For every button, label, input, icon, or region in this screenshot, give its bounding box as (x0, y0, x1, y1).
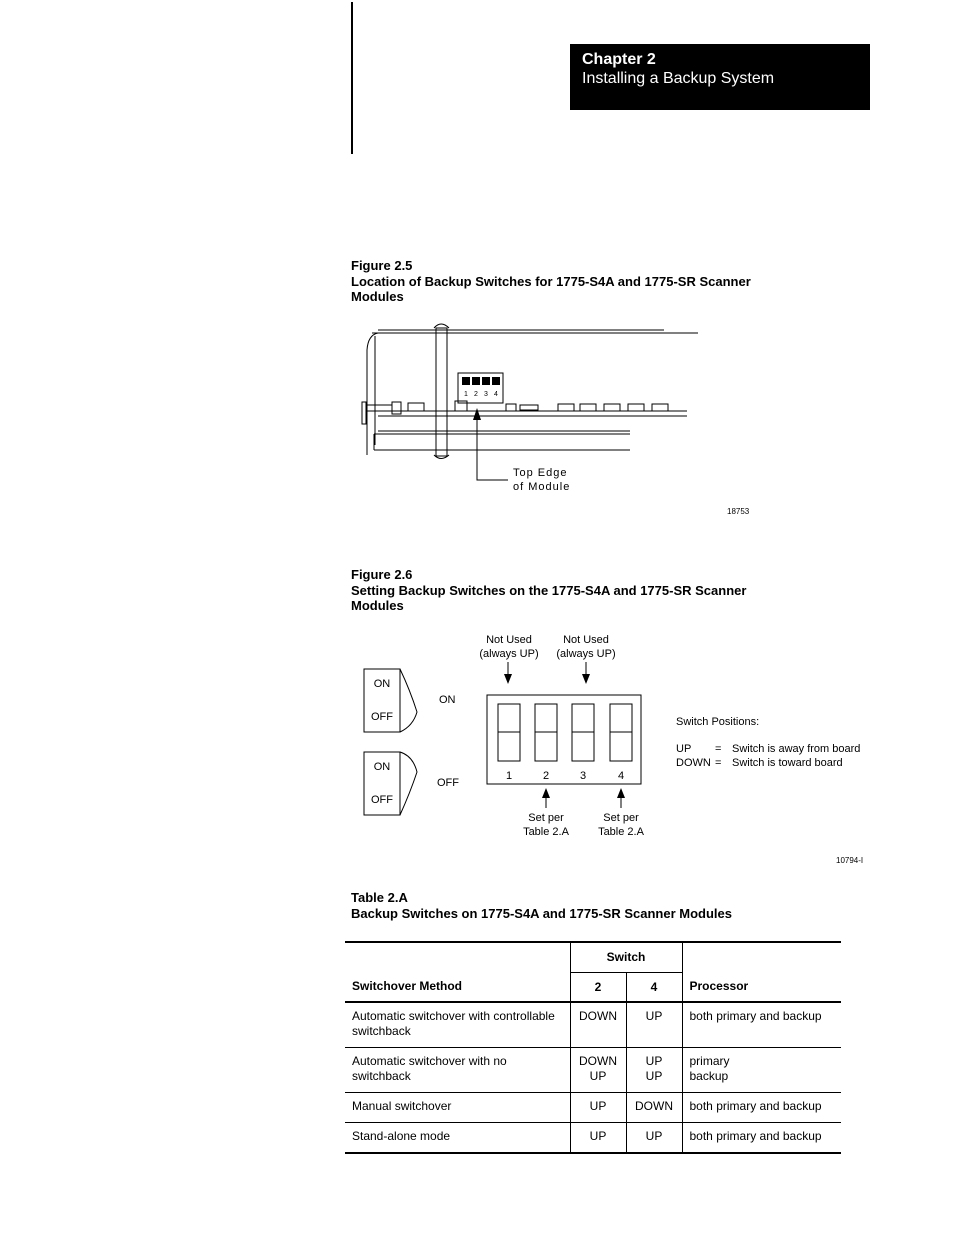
figure-2-6-number: Figure 2.6 (351, 567, 413, 582)
fig26-switch-num-1: 1 (505, 770, 513, 782)
fig25-id: 18753 (727, 507, 750, 516)
not-used-1-line1: Not Used (486, 634, 532, 646)
switch-positions-heading: Switch Positions: (676, 716, 760, 728)
legend-off-side: OFF (437, 777, 459, 789)
row-switch-2-value: UP (589, 1129, 607, 1143)
row-processor (682, 1123, 841, 1154)
row-switch-4-value: UP (645, 1009, 663, 1023)
row-method: Automatic switchover with controllable switchback (352, 1009, 555, 1038)
fig26-switch-num-2: 2 (542, 770, 550, 782)
row-switch-4-value: UP (645, 1054, 663, 1068)
row-switch-4 (626, 1002, 682, 1048)
row-processor-value: primary (689, 1054, 730, 1068)
backup-switch-table (345, 941, 841, 1154)
row-switch-4-value: DOWN (635, 1099, 673, 1113)
fig26-switch-num-3: 3 (579, 770, 587, 782)
legend-off-top: ON (373, 761, 391, 773)
row-switch-2 (570, 1093, 626, 1123)
fig25-callout-line2: of Module (513, 481, 571, 493)
set-per-1-line2: Table 2.A (523, 826, 569, 838)
row-switch-4 (626, 1093, 682, 1123)
set-per-2-line2: Table 2.A (598, 826, 644, 838)
row-switch-2-value: DOWN (579, 1009, 617, 1023)
legend-off-bottom: OFF (371, 794, 393, 806)
header-switch-2: 2 (570, 973, 626, 1003)
fig26-id: 10794-I (836, 856, 864, 865)
legend-on-side: ON (439, 694, 456, 706)
row-processor-value: backup (689, 1069, 729, 1083)
figure-2-6-title: Setting Backup Switches on the 1775-S4A and 1775-SR Scanner Modules (351, 582, 747, 613)
fig25-switch-num-4: 4 (494, 391, 498, 398)
table-2-a-number: Table 2.A (351, 890, 408, 905)
header-switch-4: 4 (626, 973, 682, 1003)
row-switch-2 (570, 1002, 626, 1048)
set-per-2-line1: Set per (603, 812, 639, 824)
not-used-1-line2: (always UP) (479, 648, 539, 660)
header-processor: Processor (682, 942, 841, 1002)
figure-2-5-title: Location of Backup Switches for 1775-S4A and 1775-SR Scanner Modules (351, 273, 751, 304)
legend-on-top: ON (373, 678, 391, 690)
row-switch-2-value: DOWN (579, 1054, 617, 1068)
row-method: Manual switchover (352, 1099, 452, 1113)
position-down-desc: Switch is toward board (732, 757, 843, 769)
header-switchover-method: Switchover Method (352, 979, 463, 993)
fig26-switch-num-4: 4 (617, 770, 625, 782)
row-switch-2-value: UP (589, 1099, 607, 1113)
row-switch-4-value: UP (645, 1129, 663, 1143)
figure-2-6-caption (351, 567, 771, 614)
row-processor-value: both primary and backup (689, 1009, 822, 1023)
row-switch-2 (570, 1123, 626, 1154)
not-used-2-line1: Not Used (563, 634, 609, 646)
row-switch-4 (626, 1123, 682, 1154)
row-processor (682, 1002, 841, 1048)
row-method: Automatic switchover with no switchback (352, 1054, 507, 1083)
fig25-switch-num-1: 1 (464, 391, 468, 398)
table-row (345, 1093, 841, 1123)
row-switch-2 (570, 1048, 626, 1093)
header-switch-group: Switch (570, 942, 682, 973)
fig25-switch-num-3: 3 (484, 391, 488, 398)
row-method: Stand-alone mode (352, 1129, 451, 1143)
row-processor (682, 1048, 841, 1093)
row-processor-value: both primary and backup (689, 1129, 822, 1143)
chapter-number: Chapter 2 (582, 51, 656, 68)
table-2-a-caption (351, 890, 801, 921)
table-row (345, 1048, 841, 1093)
position-down-eq: = (715, 757, 722, 769)
row-processor (682, 1093, 841, 1123)
not-used-2-line2: (always UP) (556, 648, 616, 660)
position-up-desc: Switch is away from board (732, 743, 861, 755)
row-switch-2-value: UP (589, 1069, 607, 1083)
position-up-eq: = (715, 743, 722, 755)
fig25-callout-line1: Top Edge (513, 467, 568, 479)
set-per-1-line1: Set per (528, 812, 564, 824)
position-down-key: DOWN (676, 757, 711, 769)
fig25-switch-num-2: 2 (474, 391, 478, 398)
table-2-a-title: Backup Switches on 1775-S4A and 1775-SR Scanner Modules (351, 905, 732, 921)
row-processor-value: both primary and backup (689, 1099, 822, 1113)
row-switch-4 (626, 1048, 682, 1093)
legend-on-bottom: OFF (371, 711, 393, 723)
chapter-title: Installing a Backup System (582, 70, 775, 87)
position-up-key: UP (676, 743, 692, 755)
table-row (345, 1123, 841, 1154)
figure-2-5-number: Figure 2.5 (351, 258, 413, 273)
table-row (345, 1002, 841, 1048)
row-switch-4-value: UP (645, 1069, 663, 1083)
